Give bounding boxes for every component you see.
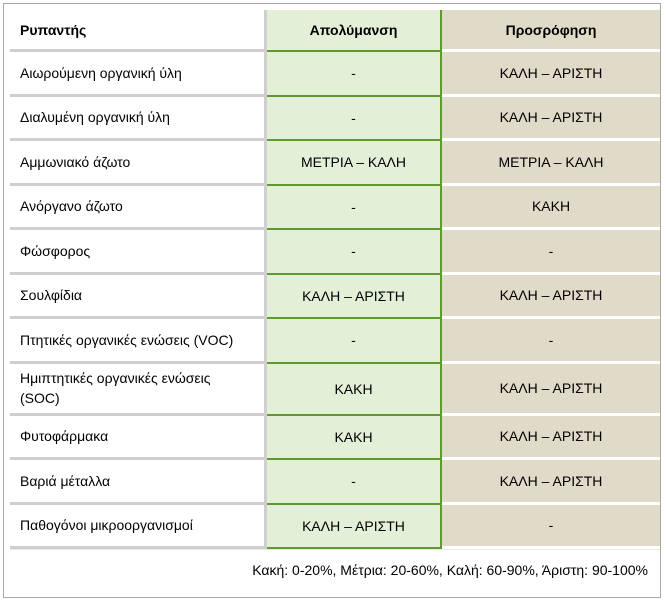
adsorption-cell: -	[442, 230, 660, 275]
adsorption-cell: ΚΑΛΗ – ΑΡΙΣΤΗ	[442, 52, 660, 97]
adsorption-cell: ΜΕΤΡΙΑ – ΚΑΛΗ	[442, 141, 660, 186]
disinfection-cell: -	[267, 186, 442, 231]
table-row	[10, 141, 660, 186]
pollutant-cell: Αμμωνιακό άζωτο	[10, 141, 267, 186]
pollutant-cell: Παθογόνοι μικροοργανισμοί	[10, 505, 267, 550]
pollutant-cell: Πτητικές οργανικές ενώσεις (VOC)	[10, 319, 267, 364]
table-row	[10, 416, 660, 461]
disinfection-cell: ΜΕΤΡΙΑ – ΚΑΛΗ	[267, 141, 442, 186]
disinfection-cell: -	[267, 97, 442, 142]
disinfection-cell: ΚΑΛΗ – ΑΡΙΣΤΗ	[267, 505, 442, 550]
disinfection-cell: ΚΑΚΗ	[267, 364, 442, 416]
pollutant-cell: Αιωρούμενη οργανική ύλη	[10, 52, 267, 97]
footnote-row	[10, 549, 660, 590]
adsorption-cell: -	[442, 505, 660, 550]
pollutant-cell: Ανόργανο άζωτο	[10, 186, 267, 231]
adsorption-cell: ΚΑΚΗ	[442, 186, 660, 231]
adsorption-cell: ΚΑΛΗ – ΑΡΙΣΤΗ	[442, 364, 660, 416]
table-row	[10, 186, 660, 231]
disinfection-cell: ΚΑΚΗ	[267, 416, 442, 461]
table-row	[10, 230, 660, 275]
header-row	[10, 10, 660, 52]
table-row	[10, 364, 660, 416]
pollutant-cell: Φώσφορος	[10, 230, 267, 275]
header-disinfection: Απολύμανση	[267, 10, 442, 52]
table-row	[10, 505, 660, 550]
rating-legend-footnote: Κακή: 0-20%, Μέτρια: 20-60%, Καλή: 60-90%, Άριστη: 90-100%	[10, 549, 660, 590]
adsorption-cell: ΚΑΛΗ – ΑΡΙΣΤΗ	[442, 416, 660, 461]
pollutant-cell: Βαριά μέταλλα	[10, 460, 267, 505]
pollutant-cell: Ημιπτητικές οργανικές ενώσεις (SOC)	[10, 364, 267, 416]
disinfection-cell: -	[267, 460, 442, 505]
adsorption-cell: ΚΑΛΗ – ΑΡΙΣΤΗ	[442, 460, 660, 505]
table-frame	[3, 3, 661, 598]
header-adsorption: Προσρόφηση	[442, 10, 660, 52]
pollutant-removal-table	[10, 10, 660, 590]
table-row	[10, 275, 660, 320]
adsorption-cell: -	[442, 319, 660, 364]
adsorption-cell: ΚΑΛΗ – ΑΡΙΣΤΗ	[442, 97, 660, 142]
pollutant-cell: Διαλυμένη οργανική ύλη	[10, 97, 267, 142]
pollutant-cell: Σουλφίδια	[10, 275, 267, 320]
table-row	[10, 97, 660, 142]
table-row	[10, 460, 660, 505]
disinfection-cell: -	[267, 52, 442, 97]
table-row	[10, 319, 660, 364]
table-row	[10, 52, 660, 97]
header-pollutant: Ρυπαντής	[10, 10, 267, 52]
pollutant-cell: Φυτοφάρμακα	[10, 416, 267, 461]
disinfection-cell: ΚΑΛΗ – ΑΡΙΣΤΗ	[267, 275, 442, 320]
adsorption-cell: ΚΑΛΗ – ΑΡΙΣΤΗ	[442, 275, 660, 320]
disinfection-cell: -	[267, 319, 442, 364]
disinfection-cell: -	[267, 230, 442, 275]
